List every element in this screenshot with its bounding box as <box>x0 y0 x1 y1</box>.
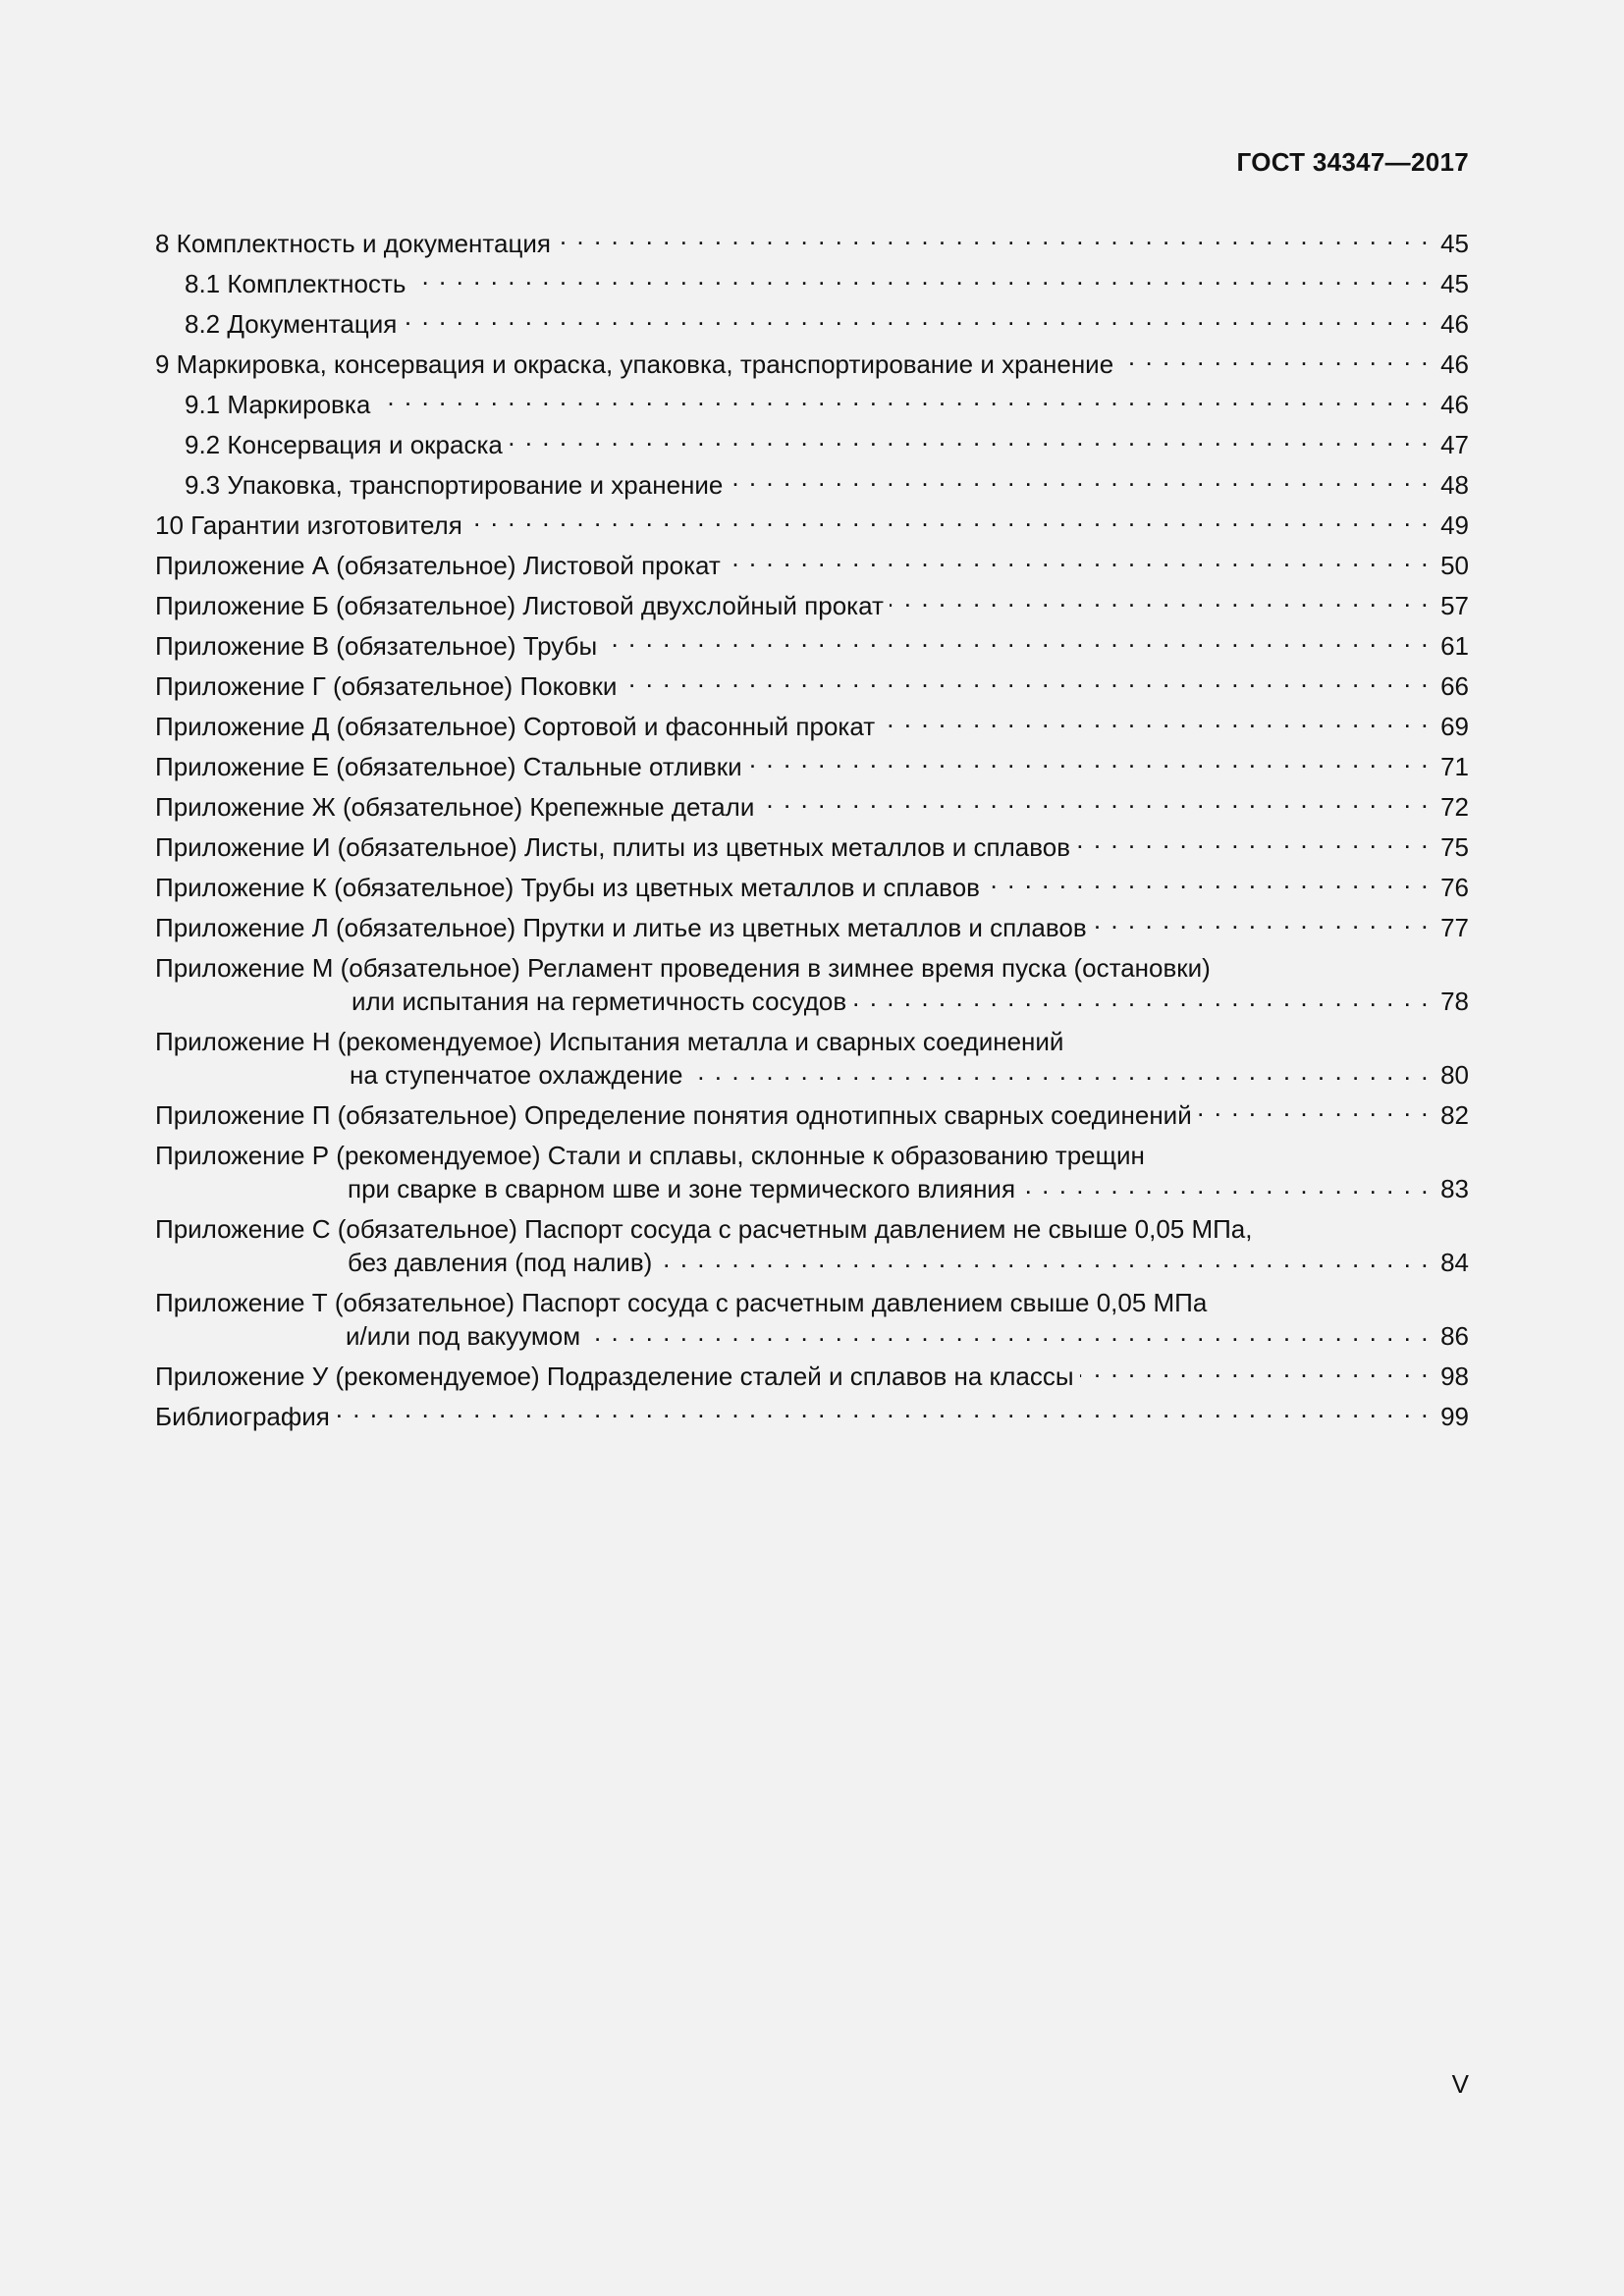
toc-entry-title: Приложение Б (обязательное) Листовой двухслойный прокат <box>155 591 884 620</box>
dot-leader <box>727 555 1430 574</box>
toc-entry[interactable] <box>155 425 1469 465</box>
toc-entry-page: 47 <box>1440 430 1469 459</box>
toc-entry-continuation: без давления (под налив) <box>348 1248 653 1277</box>
toc-entry-page: 80 <box>1440 1060 1469 1090</box>
toc-entry-title: 8.2 Документация <box>185 309 398 339</box>
toc-entry-title: Приложение С (обязательное) Паспорт сосуда с расчетным давлением не свыше 0,05 МПа, <box>155 1214 1253 1244</box>
toc-entry[interactable] <box>155 1022 1469 1095</box>
toc-entry-title: Приложение Ж (обязательное) Крепежные детали <box>155 792 755 822</box>
dot-leader <box>1080 1365 1430 1385</box>
toc-entry[interactable] <box>155 1357 1469 1397</box>
toc-entry-title: Приложение Д (обязательное) Сортовой и фасонный прокат <box>155 712 876 741</box>
dot-leader <box>689 1064 1431 1084</box>
toc-entry-page: 46 <box>1440 390 1469 419</box>
toc-entry-title: Приложение Е (обязательное) Стальные отливки <box>155 752 742 781</box>
toc-entry[interactable] <box>155 1095 1469 1136</box>
toc-entry[interactable] <box>155 506 1469 546</box>
toc-entry-page: 66 <box>1440 671 1469 701</box>
toc-entry-title: Приложение Г (обязательное) Поковки <box>155 671 618 701</box>
toc-entry[interactable] <box>155 868 1469 908</box>
toc-entry[interactable] <box>155 948 1469 1022</box>
toc-entry[interactable] <box>155 1283 1469 1357</box>
dot-leader <box>1076 836 1430 856</box>
dot-leader <box>890 595 1430 614</box>
toc-entry-page: 61 <box>1440 631 1469 661</box>
toc-entry[interactable] <box>155 345 1469 385</box>
toc-entry[interactable] <box>155 546 1469 586</box>
toc-entry-page: 48 <box>1440 470 1469 500</box>
toc-entry[interactable] <box>155 908 1469 948</box>
toc-entry-continuation: или испытания на герметичность сосудов <box>352 987 847 1016</box>
toc-entry-page: 50 <box>1440 551 1469 580</box>
toc-entry-title: 8 Комплектность и документация <box>155 229 551 258</box>
document-header: ГОСТ 34347—2017 <box>1236 147 1469 177</box>
dot-leader <box>403 313 1430 333</box>
toc-entry-title: Приложение П (обязательное) Определение понятия однотипных сварных соединений <box>155 1100 1192 1130</box>
toc-entry-page: 77 <box>1440 913 1469 942</box>
toc-entry-title: Приложение Н (рекомендуемое) Испытания металла и сварных соединений <box>155 1027 1064 1056</box>
toc-entry-title: Приложение В (обязательное) Трубы <box>155 631 598 661</box>
toc-entry-page: 86 <box>1440 1321 1469 1351</box>
page-number: V <box>1451 2069 1469 2099</box>
toc-entry[interactable] <box>155 747 1469 787</box>
toc-entry-page: 45 <box>1440 229 1469 258</box>
toc-entry[interactable] <box>155 626 1469 667</box>
toc-entry[interactable] <box>155 1136 1469 1209</box>
toc-entry[interactable] <box>155 264 1469 304</box>
toc-entry[interactable] <box>155 1397 1469 1437</box>
toc-entry[interactable] <box>155 828 1469 868</box>
toc-entry[interactable] <box>155 304 1469 345</box>
dot-leader <box>336 1406 1430 1425</box>
toc-entry-title: 9 Маркировка, консервация и окраска, упаковка, транспортирование и хранение <box>155 349 1114 379</box>
dot-leader <box>509 434 1430 454</box>
toc-entry-title: Приложение К (обязательное) Трубы из цветных металлов и сплавов <box>155 873 980 902</box>
toc-entry-title: Приложение М (обязательное) Регламент проведения в зимнее время пуска (остановки) <box>155 953 1211 983</box>
dot-leader <box>729 474 1430 494</box>
dot-leader <box>760 796 1430 816</box>
toc-entry-title: Приложение Р (рекомендуемое) Стали и сплавы, склонные к образованию трещин <box>155 1141 1145 1170</box>
toc-entry-page: 45 <box>1440 269 1469 298</box>
dot-leader <box>1198 1104 1430 1124</box>
toc-entry[interactable] <box>155 224 1469 264</box>
toc-entry-continuation: на ступенчатое охлаждение <box>350 1060 683 1090</box>
toc-entry-continuation: при сварке в сварном шве и зоне термического влияния <box>348 1174 1016 1203</box>
toc-entry-page: 46 <box>1440 309 1469 339</box>
dot-leader <box>586 1325 1430 1345</box>
toc-entry[interactable] <box>155 667 1469 707</box>
toc-entry-page: 78 <box>1440 987 1469 1016</box>
dot-leader <box>748 756 1430 775</box>
toc-entry-title: 9.1 Маркировка <box>185 390 371 419</box>
dot-leader <box>1093 917 1430 936</box>
toc-entry-title: 8.1 Комплектность <box>185 269 406 298</box>
toc-entry-page: 98 <box>1440 1362 1469 1391</box>
toc-entry[interactable] <box>155 385 1469 425</box>
toc-entry-page: 99 <box>1440 1402 1469 1431</box>
toc-entry-title: 9.3 Упаковка, транспортирование и хранение <box>185 470 724 500</box>
toc-entry-page: 69 <box>1440 712 1469 741</box>
toc-entry-page: 82 <box>1440 1100 1469 1130</box>
dot-leader <box>986 877 1430 896</box>
toc-entry-page: 49 <box>1440 510 1469 540</box>
dot-leader <box>881 716 1430 735</box>
toc-entry-title: Приложение Л (обязательное) Прутки и литье из цветных металлов и сплавов <box>155 913 1087 942</box>
toc-entry-page: 72 <box>1440 792 1469 822</box>
dot-leader <box>658 1252 1430 1271</box>
toc-entry-page: 84 <box>1440 1248 1469 1277</box>
toc-entry-title: 9.2 Консервация и окраска <box>185 430 503 459</box>
dot-leader <box>376 394 1430 413</box>
toc-entry[interactable] <box>155 465 1469 506</box>
toc-entry-title: Приложение А (обязательное) Листовой прокат <box>155 551 721 580</box>
toc-entry-page: 71 <box>1440 752 1469 781</box>
dot-leader <box>1119 353 1430 373</box>
table-of-contents <box>155 224 1469 1437</box>
toc-entry-page: 83 <box>1440 1174 1469 1203</box>
toc-entry-page: 46 <box>1440 349 1469 379</box>
dot-leader <box>603 635 1430 655</box>
dot-leader <box>468 514 1430 534</box>
toc-entry[interactable] <box>155 707 1469 747</box>
toc-entry-title: Приложение Т (обязательное) Паспорт сосуда с расчетным давлением свыше 0,05 МПа <box>155 1288 1208 1317</box>
toc-entry[interactable] <box>155 586 1469 626</box>
toc-entry[interactable] <box>155 787 1469 828</box>
toc-entry[interactable] <box>155 1209 1469 1283</box>
dot-leader <box>852 990 1430 1010</box>
toc-entry-page: 76 <box>1440 873 1469 902</box>
toc-entry-page: 57 <box>1440 591 1469 620</box>
dot-leader <box>411 273 1430 293</box>
toc-entry-continuation: и/или под вакуумом <box>346 1321 581 1351</box>
dot-leader <box>557 233 1430 252</box>
toc-entry-title: Приложение У (рекомендуемое) Подразделение сталей и сплавов на классы <box>155 1362 1074 1391</box>
toc-entry-title: Библиография <box>155 1402 330 1431</box>
toc-entry-page: 75 <box>1440 832 1469 862</box>
dot-leader <box>623 675 1430 695</box>
toc-entry-title: Приложение И (обязательное) Листы, плиты из цветных металлов и сплавов <box>155 832 1071 862</box>
dot-leader <box>1021 1178 1430 1198</box>
toc-entry-title: 10 Гарантии изготовителя <box>155 510 462 540</box>
